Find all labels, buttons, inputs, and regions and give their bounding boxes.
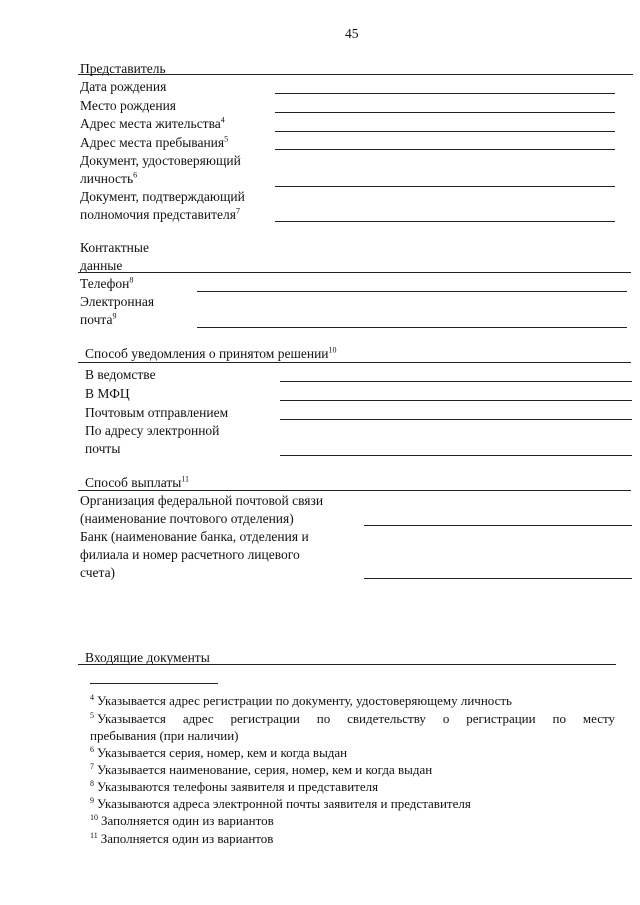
authority-document-label-line1: Документ, подтверждающий bbox=[80, 189, 245, 204]
notify-email-label-line2: почты bbox=[85, 441, 121, 456]
footnote-ref: 4 bbox=[220, 115, 225, 125]
phone-field[interactable] bbox=[197, 291, 627, 292]
footnote-separator bbox=[90, 683, 218, 684]
payment-header: Способ выплаты$^{11}$ bbox=[85, 474, 190, 490]
representative-header: Представитель bbox=[80, 61, 166, 76]
birth-place-field[interactable] bbox=[275, 112, 615, 113]
footnote-ref: 11 bbox=[181, 474, 190, 484]
footnote-ref: 10 bbox=[328, 345, 337, 355]
payment-bank-label-line2: филиала и номер расчетного лицевого bbox=[80, 547, 300, 562]
section-divider bbox=[78, 74, 633, 75]
email-field[interactable] bbox=[197, 327, 627, 328]
authority-document-field[interactable] bbox=[275, 221, 615, 222]
payment-bank-field[interactable] bbox=[364, 578, 632, 579]
incoming-documents-header: Входящие документы bbox=[85, 650, 210, 665]
birth-date-label: Дата рождения bbox=[80, 79, 167, 94]
id-document-label-line2: личность$^6$ bbox=[80, 170, 138, 186]
page-number: 45 bbox=[345, 26, 359, 41]
notify-post-label: Почтовым отправлением bbox=[85, 405, 229, 420]
notify-agency-field[interactable] bbox=[280, 381, 632, 382]
birth-date-field[interactable] bbox=[275, 93, 615, 94]
section-divider bbox=[78, 362, 631, 363]
footnote-item: $^5$ Указывается адрес регистрации по свидетельству о регистрации по месту bbox=[90, 710, 615, 726]
section-divider bbox=[78, 490, 631, 491]
section-divider bbox=[78, 664, 616, 665]
id-document-label-line1: Документ, удостоверяющий bbox=[80, 153, 241, 168]
email-label-line1: Электронная bbox=[80, 294, 155, 309]
contacts-header-line1: Контактные bbox=[80, 240, 149, 255]
stay-address-field[interactable] bbox=[275, 149, 615, 150]
email-label-line2: почта$^9$ bbox=[80, 311, 117, 327]
footnote-item: $^{11}$ Заполняется один из вариантов bbox=[90, 830, 274, 846]
notify-mfc-field[interactable] bbox=[280, 400, 632, 401]
notify-email-field[interactable] bbox=[280, 455, 632, 456]
section-divider bbox=[78, 272, 631, 273]
footnote-item: $^4$ Указывается адрес регистрации по документу, удостоверяющему личность bbox=[90, 692, 512, 708]
footnote-ref: 9 bbox=[112, 311, 117, 321]
payment-bank-label-line3: счета) bbox=[80, 565, 116, 580]
footnote-ref: 8 bbox=[129, 275, 134, 285]
footnote-item: $^{10}$ Заполняется один из вариантов bbox=[90, 812, 274, 828]
payment-post-field[interactable] bbox=[364, 525, 632, 526]
contacts-header-line2: данные bbox=[80, 258, 123, 273]
notify-email-label-line1: По адресу электронной bbox=[85, 423, 220, 438]
notify-agency-label: В ведомстве bbox=[85, 367, 156, 382]
id-document-field[interactable] bbox=[275, 186, 615, 187]
footnote-ref: 7 bbox=[235, 206, 240, 216]
footnote-item-continuation: пребывания (при наличии) bbox=[90, 728, 239, 743]
notification-header: Способ уведомления о принятом решении$^{10}$ bbox=[85, 345, 337, 361]
stay-address-label: Адрес места пребывания$^5$ bbox=[80, 134, 229, 150]
footnote-ref: 6 bbox=[133, 170, 138, 180]
footnote-item: $^9$ Указываются адреса электронной почты заявителя и представителя bbox=[90, 795, 471, 811]
payment-post-label-line2: (наименование почтового отделения) bbox=[80, 511, 294, 526]
footnote-item: $^8$ Указываются телефоны заявителя и представителя bbox=[90, 778, 379, 794]
notify-post-field[interactable] bbox=[280, 419, 632, 420]
footnote-item: $^7$ Указывается наименование, серия, номер, кем и когда выдан bbox=[90, 761, 433, 777]
footnote-item: $^6$ Указывается серия, номер, кем и когда выдан bbox=[90, 744, 348, 760]
payment-bank-label-line1: Банк (наименование банка, отделения и bbox=[80, 529, 309, 544]
phone-label: Телефон$^8$ bbox=[80, 275, 134, 291]
birth-place-label: Место рождения bbox=[80, 98, 177, 113]
residence-address-label: Адрес места жительства$^4$ bbox=[80, 115, 225, 131]
residence-address-field[interactable] bbox=[275, 131, 615, 132]
authority-document-label-line2: полномочия представителя$^7$ bbox=[80, 206, 240, 222]
footnote-ref: 5 bbox=[224, 134, 229, 144]
notify-mfc-label: В МФЦ bbox=[85, 386, 130, 401]
payment-post-label-line1: Организация федеральной почтовой связи bbox=[80, 493, 324, 508]
